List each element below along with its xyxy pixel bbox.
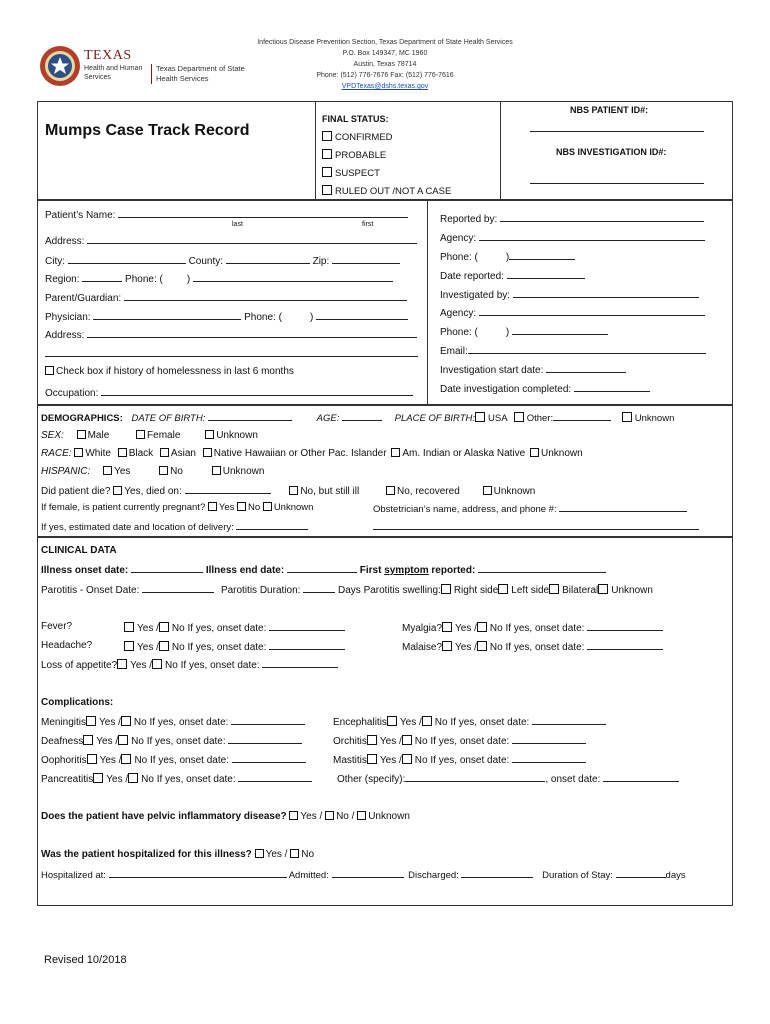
- sex-male-checkbox[interactable]: [77, 430, 86, 439]
- agency-label: Agency:: [440, 233, 477, 244]
- oophoritis-label: Oophoritis: [41, 755, 87, 766]
- dob-field[interactable]: [208, 411, 292, 421]
- patient-name-label: Patient’s Name:: [45, 210, 116, 221]
- yes-label: Yes /: [96, 736, 119, 747]
- no-label: No: [165, 660, 178, 671]
- pancreatitis-onset-field[interactable]: [238, 772, 312, 782]
- first-name-hint: first: [362, 221, 374, 228]
- fever-label: Fever?: [41, 621, 73, 632]
- swelling-unknown-checkbox[interactable]: [598, 584, 608, 594]
- date-reported-label: Date reported:: [440, 271, 504, 282]
- hispanic-no-checkbox[interactable]: [159, 466, 168, 475]
- pid-no-label: No /: [336, 811, 355, 822]
- myalgia-onset-field[interactable]: [587, 621, 663, 631]
- deafness-onset-field[interactable]: [228, 734, 302, 744]
- myalgia-label: Myalgia?: [402, 623, 443, 634]
- yes-label: Yes /: [455, 642, 477, 653]
- status-ruled-out-label: RULED OUT /NOT A CASE: [335, 186, 452, 197]
- logo-texas: TEXAS: [84, 48, 132, 63]
- pob-label: PLACE OF BIRTH:: [394, 413, 476, 424]
- pid-question: Does the patient have pelvic inflammatory disease?: [41, 811, 287, 822]
- homeless-label: Check box if history of homelessness in last 6 months: [56, 366, 294, 377]
- race-asian-checkbox[interactable]: [160, 448, 169, 457]
- logo-dept-2: Health Services: [156, 74, 209, 83]
- race-aian-label: Am. Indian or Alaska Native: [402, 448, 526, 459]
- page-title: Mumps Case Track Record: [45, 122, 250, 139]
- admitted-field[interactable]: [332, 868, 404, 878]
- hosp-no-checkbox[interactable]: [290, 849, 299, 858]
- race-unknown-checkbox[interactable]: [530, 448, 539, 457]
- swelling-left-label: Left side: [511, 585, 550, 596]
- region-label: Region:: [45, 274, 80, 285]
- meningitis-onset-field[interactable]: [231, 715, 305, 725]
- inv-agency-label: Agency:: [440, 308, 477, 319]
- orchitis-no-checkbox[interactable]: [402, 735, 412, 745]
- city-label: City:: [45, 256, 65, 267]
- other-specify-field[interactable]: [405, 772, 545, 782]
- myalgia-no-checkbox[interactable]: [477, 622, 487, 632]
- zip-field[interactable]: [332, 254, 400, 264]
- patient-phone-field[interactable]: [193, 272, 393, 282]
- onset-label: If yes, onset date:: [430, 755, 510, 766]
- swelling-left-checkbox[interactable]: [498, 584, 508, 594]
- pregnant-label: If female, is patient currently pregnant?: [41, 502, 206, 513]
- no-label: No: [171, 623, 185, 634]
- pid-yes-label: Yes /: [300, 811, 323, 822]
- died-still-ill-checkbox[interactable]: [289, 486, 298, 495]
- no-label: No: [133, 717, 147, 728]
- status-suspect-checkbox[interactable]: [322, 167, 332, 177]
- physician-phone-label: Phone: (: [244, 312, 282, 323]
- patient-phone-label: Phone: (: [125, 274, 163, 285]
- malaise-label: Malaise?: [402, 642, 443, 653]
- nbs-patient-id-label: NBS PATIENT ID#:: [570, 105, 649, 115]
- inv-phone-label: Phone: (: [440, 327, 478, 338]
- pob-unknown-label: Unknown: [634, 413, 675, 424]
- hosp-at-label: Hospitalized at:: [41, 870, 106, 881]
- hosp-no-label: No: [301, 849, 315, 860]
- header-email-link[interactable]: VPDTexas@dshs.texas.gov: [341, 83, 429, 90]
- pancreatitis-label: Pancreatitis: [41, 774, 94, 785]
- onset-label: If yes, onset date:: [430, 736, 510, 747]
- encephalitis-yes-checkbox[interactable]: [387, 716, 397, 726]
- swelling-right-label: Right side: [453, 585, 499, 596]
- sex-label: SEX:: [41, 430, 64, 441]
- no-label: No: [414, 736, 428, 747]
- first-symptom-pre: First: [359, 565, 385, 576]
- pregnant-unknown-label: Unknown: [273, 502, 314, 513]
- hispanic-yes-label: Yes: [114, 466, 131, 477]
- pob-usa-label: USA: [488, 413, 508, 424]
- delivery-label: If yes, estimated date and location of delivery:: [41, 522, 234, 533]
- race-black-checkbox[interactable]: [118, 448, 127, 457]
- appetite-yes-checkbox[interactable]: [117, 659, 127, 669]
- died-yes-label: Yes, died on:: [124, 486, 182, 497]
- patient-name-field[interactable]: [118, 208, 408, 218]
- died-recovered-checkbox[interactable]: [386, 486, 395, 495]
- reported-by-field[interactable]: [500, 212, 704, 222]
- headache-no-checkbox[interactable]: [159, 641, 169, 651]
- pregnant-unknown-checkbox[interactable]: [263, 502, 272, 511]
- pregnant-no-label: No: [248, 502, 261, 513]
- other-onset-label: , onset date:: [545, 774, 601, 785]
- obstetrician-label: Obstetrician’s name, address, and phone #:: [373, 504, 557, 515]
- inv-complete-field[interactable]: [574, 382, 650, 392]
- onset-label: If yes, onset date:: [150, 755, 229, 766]
- status-confirmed-checkbox[interactable]: [322, 131, 332, 141]
- died-still-ill-label: No, but still ill: [300, 486, 360, 497]
- symptom-fever: [41, 621, 72, 632]
- swelling-bilateral-checkbox[interactable]: [549, 584, 559, 594]
- race-black-label: Black: [128, 448, 154, 459]
- yes-label: Yes /: [130, 660, 153, 671]
- paren: ): [505, 327, 510, 338]
- swelling-bilateral-label: Bilateral: [562, 585, 599, 596]
- header-phone: Phone: (512) 776-7676 Fax: (512) 776-7616: [316, 72, 454, 79]
- onset-label: If yes, onset date:: [450, 717, 530, 728]
- hosp-yes-checkbox[interactable]: [255, 849, 264, 858]
- yes-label: Yes /: [379, 755, 402, 766]
- inv-complete-label: Date investigation completed:: [440, 384, 572, 395]
- malaise-onset-field[interactable]: [587, 640, 663, 650]
- swelling-unknown-label: Unknown: [611, 585, 653, 596]
- physician-address-field-2[interactable]: [45, 347, 418, 357]
- discharged-label: Discharged:: [408, 870, 459, 881]
- title-divider-1: [315, 101, 316, 200]
- duration-label: Duration of Stay:: [542, 870, 613, 881]
- no-label: No: [489, 623, 503, 634]
- other-specify-label: Other (specify):: [337, 774, 406, 785]
- investigated-by-label: Investigated by:: [440, 290, 511, 301]
- final-status-label: FINAL STATUS:: [322, 114, 389, 124]
- deafness-yes-checkbox[interactable]: [83, 735, 93, 745]
- encephalitis-onset-field[interactable]: [532, 715, 606, 725]
- pregnant-yes-label: Yes: [218, 502, 235, 513]
- first-symptom-post: reported:: [428, 565, 476, 576]
- status-confirmed[interactable]: [322, 131, 393, 143]
- email-label: Email:: [440, 346, 468, 357]
- status-ruled-out-checkbox[interactable]: [322, 185, 332, 195]
- pancreatitis-yes-checkbox[interactable]: [93, 773, 103, 783]
- first-symptom-label: [360, 565, 476, 576]
- mastitis-no-checkbox[interactable]: [402, 754, 412, 764]
- hosp-yes-label: Yes /: [265, 849, 288, 860]
- hispanic-label: HISPANIC:: [41, 466, 91, 477]
- no-label: No: [434, 717, 448, 728]
- mastitis-label: Mastitis: [333, 755, 367, 766]
- title-divider-2: [500, 101, 501, 200]
- yes-label: Yes /: [99, 755, 122, 766]
- logo-hhs-2: Services: [84, 74, 111, 81]
- nbs-investigation-id-label: NBS INVESTIGATION ID#:: [556, 147, 667, 157]
- address-label: Address:: [45, 236, 85, 247]
- status-suspect[interactable]: [322, 167, 380, 179]
- paren: ): [505, 252, 510, 263]
- guardian-label: Parent/Guardian:: [45, 293, 122, 304]
- first-symptom-word: symptom: [384, 565, 429, 576]
- complications-heading: Complications:: [41, 697, 114, 708]
- sex-female-label: Female: [147, 430, 181, 441]
- last-name-hint: last: [232, 221, 243, 228]
- physician-field[interactable]: [93, 310, 241, 320]
- no-label: No: [141, 774, 154, 785]
- pid-unknown-checkbox[interactable]: [357, 811, 366, 820]
- race-unknown-label: Unknown: [540, 448, 583, 459]
- deafness-no-checkbox[interactable]: [118, 735, 128, 745]
- duration-days-label: days: [665, 870, 686, 881]
- county-label: County:: [188, 256, 224, 267]
- onset-label: If yes, onset date:: [146, 736, 226, 747]
- race-nhpi-label: Native Hawaiian or Other Pac. Islander: [213, 448, 387, 459]
- physician-phone-field[interactable]: [316, 310, 408, 320]
- oophoritis-onset-field[interactable]: [232, 753, 306, 763]
- onset-label: If yes, onset date:: [180, 660, 260, 671]
- demographics-heading: DEMOGRAPHICS:: [41, 413, 123, 424]
- yes-label: Yes /: [137, 623, 159, 634]
- meningitis-label: Meningitis: [41, 717, 87, 728]
- nbs-patient-id-field[interactable]: [530, 122, 704, 132]
- onset-label: If yes, onset date:: [505, 642, 585, 653]
- died-recovered-label: No, recovered: [397, 486, 460, 497]
- onset-label: If yes, onset date:: [156, 774, 236, 785]
- race-aian-checkbox[interactable]: [391, 448, 400, 457]
- oophoritis-no-checkbox[interactable]: [121, 754, 131, 764]
- illness-onset-label: Illness onset date:: [41, 565, 129, 576]
- other-onset-field[interactable]: [603, 772, 679, 782]
- dob-label: DATE OF BIRTH:: [131, 413, 206, 424]
- race-white-checkbox[interactable]: [74, 448, 83, 457]
- appetite-no-checkbox[interactable]: [152, 659, 162, 669]
- sex-unknown-label: Unknown: [216, 430, 258, 441]
- header-po-box: P.O. Box 149347, MC 1960: [342, 50, 428, 57]
- county-field[interactable]: [226, 254, 310, 264]
- yes-label: Yes /: [455, 623, 477, 634]
- pob-other-field[interactable]: [553, 411, 611, 421]
- appetite-onset-field[interactable]: [262, 658, 338, 668]
- guardian-field[interactable]: [124, 291, 407, 301]
- patient-divider: [427, 199, 428, 405]
- revised-footer: Revised 10/2018: [44, 954, 127, 966]
- status-probable-label: PROBABLE: [335, 150, 387, 161]
- physician-label: Physician:: [45, 312, 91, 323]
- no-label: No: [414, 755, 428, 766]
- delivery-field[interactable]: [236, 520, 308, 530]
- pid-no-checkbox[interactable]: [325, 811, 334, 820]
- no-label: No: [489, 642, 503, 653]
- parotitis-onset-label: Parotitis - Onset Date:: [41, 585, 140, 596]
- hispanic-yes-checkbox[interactable]: [103, 466, 112, 475]
- meningitis-no-checkbox[interactable]: [121, 716, 131, 726]
- no-label: No: [134, 755, 148, 766]
- homeless-checkbox[interactable]: [45, 366, 54, 375]
- mastitis-onset-field[interactable]: [512, 753, 586, 763]
- status-confirmed-label: CONFIRMED: [335, 132, 393, 143]
- meningitis-yes-checkbox[interactable]: [86, 716, 96, 726]
- orchitis-yes-checkbox[interactable]: [367, 735, 377, 745]
- orchitis-label: Orchitis: [333, 736, 367, 747]
- logo-hhs-1: Health and Human: [84, 65, 143, 72]
- header-city: Austin, Texas 78714: [353, 61, 417, 68]
- hosp-at-field[interactable]: [109, 868, 287, 878]
- status-probable[interactable]: [322, 149, 386, 161]
- died-date-field[interactable]: [185, 484, 271, 494]
- headache-label: Headache?: [41, 640, 93, 651]
- pob-other-checkbox[interactable]: [514, 412, 524, 422]
- parotitis-onset-field[interactable]: [142, 583, 214, 593]
- inv-agency-field[interactable]: [479, 306, 705, 316]
- region-field[interactable]: [82, 272, 122, 282]
- appetite-label: Loss of appetite?: [41, 660, 118, 671]
- pregnant-no-checkbox[interactable]: [237, 502, 246, 511]
- inv-start-label: Investigation start date:: [440, 365, 544, 376]
- fever-onset-field[interactable]: [269, 621, 345, 631]
- parotitis-duration-label: Parotitis Duration:: [220, 585, 301, 596]
- nbs-investigation-id-field[interactable]: [530, 174, 704, 184]
- days-label: Days: [337, 585, 361, 596]
- sex-unknown-checkbox[interactable]: [205, 430, 214, 439]
- pob-unknown-checkbox[interactable]: [622, 412, 632, 422]
- first-symptom-field[interactable]: [478, 563, 606, 573]
- inv-phone-field[interactable]: [512, 325, 608, 335]
- parotitis-duration-field[interactable]: [303, 583, 335, 593]
- parotitis-swelling-label: Parotitis swelling:: [363, 585, 441, 596]
- reported-by-label: Reported by:: [440, 214, 498, 225]
- paren: ): [309, 312, 314, 323]
- yes-label: Yes /: [137, 642, 159, 653]
- status-suspect-label: SUSPECT: [335, 168, 380, 179]
- header-agency: Infectious Disease Prevention Section, Texas Department of State Health Services: [257, 39, 513, 46]
- no-label: No: [131, 736, 144, 747]
- no-label: No: [171, 642, 185, 653]
- hispanic-unknown-label: Unknown: [222, 466, 265, 477]
- died-label: Did patient die?: [41, 486, 111, 497]
- hospitalized-question: Was the patient hospitalized for this illness?: [41, 849, 252, 860]
- mastitis-yes-checkbox[interactable]: [367, 754, 377, 764]
- pob-other-label: Other:: [526, 413, 554, 424]
- investigated-by-field[interactable]: [513, 288, 699, 298]
- occupation-label: Occupation:: [45, 388, 99, 399]
- illness-end-field[interactable]: [287, 563, 357, 573]
- pregnant-yes-checkbox[interactable]: [208, 502, 217, 511]
- pid-yes-checkbox[interactable]: [289, 811, 298, 820]
- email-field[interactable]: [468, 344, 706, 354]
- hispanic-no-label: No: [170, 466, 183, 477]
- admitted-label: Admitted:: [288, 870, 329, 881]
- obstetrician-field-2[interactable]: [373, 520, 699, 530]
- swelling-right-checkbox[interactable]: [441, 584, 451, 594]
- died-yes-checkbox[interactable]: [113, 486, 122, 495]
- discharged-field[interactable]: [461, 868, 533, 878]
- logo-dept-1: Texas Department of State: [156, 64, 245, 73]
- headache-yes-checkbox[interactable]: [124, 641, 134, 651]
- died-unknown-checkbox[interactable]: [483, 486, 492, 495]
- deafness-label: Deafness: [41, 736, 84, 747]
- occupation-field[interactable]: [101, 386, 413, 396]
- clinical-heading: CLINICAL DATA: [41, 545, 117, 556]
- malaise-yes-checkbox[interactable]: [442, 641, 452, 651]
- pancreatitis-no-checkbox[interactable]: [128, 773, 138, 783]
- age-label: AGE:: [316, 413, 340, 424]
- status-probable-checkbox[interactable]: [322, 149, 332, 159]
- encephalitis-label: Encephalitis: [333, 717, 387, 728]
- illness-end-label: Illness end date:: [205, 565, 285, 576]
- yes-label: Yes /: [379, 736, 402, 747]
- agency-field[interactable]: [479, 231, 705, 241]
- reporter-phone-label: Phone: (: [440, 252, 478, 263]
- onset-label: If yes, onset date:: [187, 642, 267, 653]
- onset-label: If yes, onset date:: [505, 623, 585, 634]
- duration-field[interactable]: [616, 868, 666, 878]
- city-field[interactable]: [68, 254, 186, 264]
- yes-label: Yes /: [99, 717, 121, 728]
- onset-label: If yes, onset date:: [149, 717, 229, 728]
- orchitis-onset-field[interactable]: [512, 734, 586, 744]
- physician-address-field[interactable]: [87, 328, 417, 338]
- pid-unknown-label: Unknown: [368, 811, 410, 822]
- onset-label: If yes, onset date:: [187, 623, 267, 634]
- date-reported-field[interactable]: [507, 269, 585, 279]
- race-nhpi-checkbox[interactable]: [203, 448, 212, 457]
- sex-male-label: Male: [87, 430, 110, 441]
- sex-female-checkbox[interactable]: [136, 430, 145, 439]
- fever-yes-checkbox[interactable]: [124, 622, 134, 632]
- illness-onset-field[interactable]: [131, 563, 203, 573]
- headache-onset-field[interactable]: [269, 640, 345, 650]
- myalgia-yes-checkbox[interactable]: [442, 622, 452, 632]
- yes-label: Yes /: [106, 774, 129, 785]
- zip-label: Zip:: [312, 256, 330, 267]
- yes-label: Yes /: [399, 717, 422, 728]
- race-white-label: White: [85, 448, 111, 459]
- fever-no-checkbox[interactable]: [159, 622, 169, 632]
- oophoritis-yes-checkbox[interactable]: [87, 754, 97, 764]
- race-asian-label: Asian: [170, 448, 196, 459]
- hispanic-unknown-checkbox[interactable]: [212, 466, 221, 475]
- paren: ): [186, 274, 191, 285]
- encephalitis-no-checkbox[interactable]: [422, 716, 432, 726]
- address-field[interactable]: [87, 234, 417, 244]
- race-label: RACE:: [41, 448, 72, 459]
- inv-start-field[interactable]: [546, 363, 626, 373]
- age-field[interactable]: [342, 411, 382, 421]
- status-ruled-out[interactable]: [322, 185, 451, 197]
- obstetrician-field[interactable]: [559, 502, 687, 512]
- died-unknown-label: Unknown: [493, 486, 536, 497]
- symptom-headache: [41, 640, 92, 651]
- malaise-no-checkbox[interactable]: [477, 641, 487, 651]
- reporter-phone-field[interactable]: [509, 250, 575, 260]
- physician-address-label: Address:: [45, 330, 85, 341]
- pob-usa-checkbox[interactable]: [475, 412, 485, 422]
